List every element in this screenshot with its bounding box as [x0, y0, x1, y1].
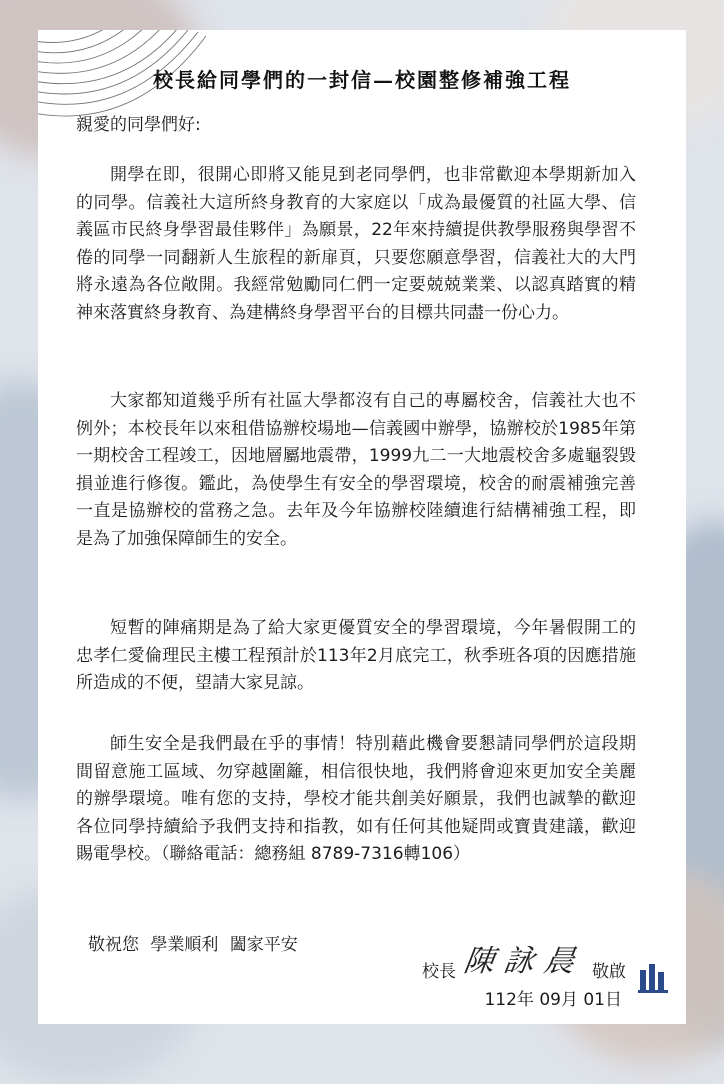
- signature-suffix: 敬啟: [592, 962, 626, 982]
- closing-salutation: 敬祝您 學業順利 闔家平安: [88, 935, 298, 955]
- paragraph: 開學在即，很開心即將又能見到老同學們，也非常歡迎本學期新加入的同學。信義社大這所終身教育的大家庭以「成為最優質的社區大學、信義區市民終身學習最佳夥伴」為願景，22年來持續提供教學服務與學習不倦的同學一同翻新人生旅程的新扉頁，只要您願意學習，信義社大的大門將永遠為各位敞開。我經常勉勵同仁們一定要兢兢業業、以認真踏實的精神來落實終身教育、為建構終身學習平台的目標共同盡一份心力。: [76, 165, 636, 323]
- signature-prefix: 校長: [422, 962, 456, 982]
- decorative-wave-lines: [38, 30, 208, 160]
- school-logo-icon: [638, 962, 672, 994]
- letter-date: 112年 09月 01日: [484, 990, 622, 1010]
- handwritten-signature: 陳詠晨: [461, 944, 587, 979]
- signature-block: [422, 942, 626, 982]
- letter-title: 校長給同學們的一封信—校園整修補強工程: [153, 68, 571, 92]
- greeting: 親愛的同學們好:: [76, 115, 201, 135]
- paragraph: 短暫的陣痛期是為了給大家更優質安全的學習環境，今年暑假開工的忠孝仁愛倫理民主樓工程預計於113年2月底完工，秋季班各項的因應措施所造成的不便，望請大家見諒。: [76, 618, 636, 693]
- paragraph: 大家都知道幾乎所有社區大學都沒有自己的專屬校舍，信義社大也不例外；本校長年以來租借協辦校場地—信義國中辦學，協辦校於1985年第一期校舍工程竣工，因地層屬地震帶，1999九二一大地震校舍多處龜裂毀損並進行修復。鑑此，為使學生有安全的學習環境，校舍的耐震補強完善一直是協辦校的當務之急。去年及今年協辦校陸續進行結構補強工程，即是為了加強保障師生的安全。: [76, 391, 636, 549]
- paragraph: 師生安全是我們最在乎的事情！特別藉此機會要懇請同學們於這段期間留意施工區域、勿穿越圍籬，相信很快地，我們將會迎來更加安全美麗的辦學環境。唯有您的支持，學校才能共創美好願景，我們也誠摯的歡迎各位同學持續給予我們支持和指教，如有任何其他疑問或寶貴建議，歡迎賜電學校。（聯絡電話：總務組 8789-7316轉106）: [76, 734, 636, 864]
